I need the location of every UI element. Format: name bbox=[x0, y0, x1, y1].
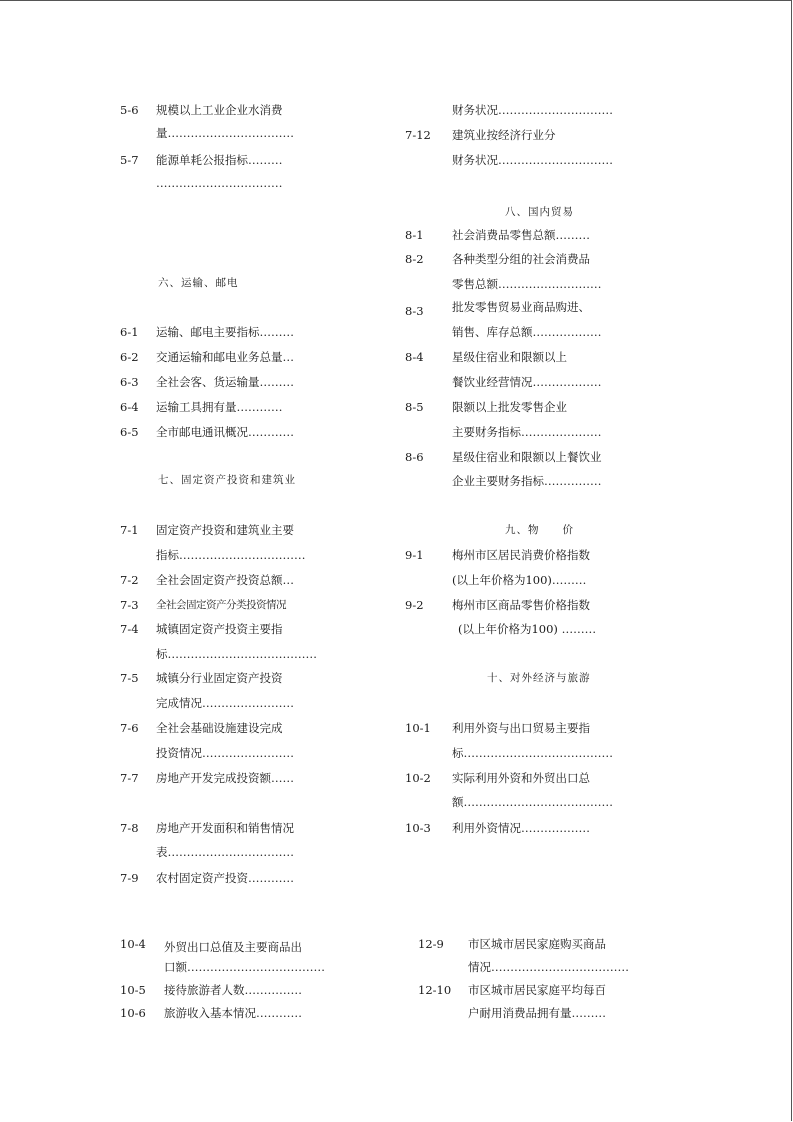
section-heading: 十、对外经济与旅游 bbox=[487, 672, 591, 684]
toc-number: 8-5 bbox=[405, 400, 424, 414]
toc-number: 7-8 bbox=[120, 821, 139, 835]
toc-number: 7-6 bbox=[120, 721, 139, 735]
toc-title[interactable]: 接待旅游者人数…………… bbox=[164, 983, 302, 997]
toc-title[interactable]: 能源单耗公报指标……… bbox=[156, 153, 283, 167]
toc-number: 7-3 bbox=[120, 598, 139, 612]
toc-number: 8-2 bbox=[405, 252, 424, 266]
toc-title[interactable]: 规模以上工业企业水消费 bbox=[156, 103, 283, 117]
toc-title-cont[interactable]: 餐饮业经营情况……………… bbox=[452, 375, 602, 389]
toc-number: 8-6 bbox=[405, 450, 424, 464]
toc-title-cont[interactable]: 主要财务指标………………… bbox=[452, 425, 602, 439]
toc-number: 5-6 bbox=[120, 103, 139, 117]
toc-title[interactable]: 星级住宿业和限额以上 bbox=[452, 350, 567, 364]
toc-title[interactable]: 各种类型分组的社会消费品 bbox=[452, 252, 590, 266]
toc-number: 7-4 bbox=[120, 622, 139, 636]
toc-title[interactable]: 全社会客、货运输量……… bbox=[156, 375, 294, 389]
toc-title[interactable]: 实际利用外资和外贸出口总 bbox=[452, 771, 590, 785]
toc-title[interactable]: 运输、邮电主要指标……… bbox=[156, 325, 294, 339]
toc-title[interactable]: 全社会固定资产分类投资情况 bbox=[156, 599, 286, 611]
toc-number: 9-1 bbox=[405, 548, 424, 562]
toc-title[interactable]: 市区城市居民家庭购买商品 bbox=[468, 937, 606, 951]
toc-number: 6-1 bbox=[120, 325, 139, 339]
toc-title[interactable]: 城镇分行业固定资产投资 bbox=[156, 671, 283, 685]
toc-number: 7-12 bbox=[405, 128, 431, 142]
toc-number: 10-3 bbox=[405, 821, 431, 835]
toc-title[interactable]: 建筑业按经济行业分 bbox=[452, 128, 556, 142]
toc-number: 8-1 bbox=[405, 228, 424, 242]
toc-number: 7-2 bbox=[120, 573, 139, 587]
toc-title[interactable]: 全市邮电通讯概况………… bbox=[156, 425, 294, 439]
toc-title[interactable]: 交通运输和邮电业务总量… bbox=[156, 350, 294, 364]
toc-title[interactable]: 全社会固定资产投资总额… bbox=[156, 573, 294, 587]
toc-title-cont[interactable]: …………………………… bbox=[156, 176, 283, 190]
toc-number: 10-4 bbox=[120, 937, 146, 951]
toc-title[interactable]: 固定资产投资和建筑业主要 bbox=[156, 523, 294, 537]
section-heading: 九、物 价 bbox=[505, 524, 574, 536]
toc-title-cont[interactable]: 标………………………………… bbox=[452, 746, 613, 760]
toc-title-cont[interactable]: 量…………………………… bbox=[156, 126, 294, 140]
toc-title[interactable]: 市区城市居民家庭平均每百 bbox=[468, 983, 606, 997]
toc-number: 6-3 bbox=[120, 375, 139, 389]
toc-title[interactable]: 梅州市区商品零售价格指数 bbox=[452, 598, 590, 612]
toc-title-cont[interactable]: 财务状况………………………… bbox=[452, 153, 613, 167]
toc-title[interactable]: 城镇固定资产投资主要指 bbox=[156, 622, 283, 636]
toc-title-cont[interactable]: 标………………………………… bbox=[156, 647, 317, 661]
toc-title-cont[interactable]: (以上年价格为100) ……… bbox=[458, 622, 597, 636]
section-heading: 七、固定资产投资和建筑业 bbox=[158, 474, 296, 486]
toc-title[interactable]: 房地产开发完成投资额…… bbox=[156, 771, 294, 785]
toc-title-cont[interactable]: 情况……………………………… bbox=[468, 960, 629, 974]
toc-title[interactable]: 运输工具拥有量………… bbox=[156, 400, 283, 414]
toc-title[interactable]: 梅州市区居民消费价格指数 bbox=[452, 548, 590, 562]
toc-number: 7-5 bbox=[120, 671, 139, 685]
toc-number: 12-10 bbox=[418, 983, 452, 997]
toc-number: 6-5 bbox=[120, 425, 139, 439]
toc-number: 10-2 bbox=[405, 771, 431, 785]
section-heading: 六、运输、邮电 bbox=[158, 277, 239, 289]
toc-title-cont[interactable]: (以上年价格为100)……… bbox=[452, 573, 587, 587]
toc-title-cont[interactable]: 企业主要财务指标…………… bbox=[452, 474, 602, 488]
toc-number: 7-9 bbox=[120, 871, 139, 885]
toc-title-cont[interactable]: 指标…………………………… bbox=[156, 548, 306, 562]
toc-title[interactable]: 全社会基础设施建设完成 bbox=[156, 721, 283, 735]
toc-title[interactable]: 外贸出口总值及主要商品出 bbox=[164, 940, 302, 954]
toc-number: 10-1 bbox=[405, 721, 431, 735]
toc-title[interactable]: 社会消费品零售总额……… bbox=[452, 228, 590, 242]
toc-title[interactable]: 星级住宿业和限额以上餐饮业 bbox=[452, 450, 602, 464]
section-heading: 八、国内贸易 bbox=[505, 206, 574, 218]
toc-title[interactable]: 限额以上批发零售企业 bbox=[452, 400, 567, 414]
toc-number: 8-3 bbox=[405, 304, 424, 318]
toc-title-cont[interactable]: 投资情况…………………… bbox=[156, 746, 294, 760]
toc-number: 6-2 bbox=[120, 350, 139, 364]
toc-number: 7-1 bbox=[120, 523, 139, 537]
toc-title-cont[interactable]: 财务状况………………………… bbox=[452, 103, 613, 117]
toc-number: 5-7 bbox=[120, 153, 139, 167]
toc-title[interactable]: 批发零售贸易业商品购进、 bbox=[452, 300, 590, 314]
toc-title-cont[interactable]: 口额……………………………… bbox=[164, 960, 325, 974]
toc-number: 6-4 bbox=[120, 400, 139, 414]
toc-title-cont[interactable]: 户耐用消费品拥有量……… bbox=[468, 1006, 606, 1020]
toc-title-cont[interactable]: 完成情况…………………… bbox=[156, 696, 294, 710]
toc-number: 12-9 bbox=[418, 937, 444, 951]
toc-title[interactable]: 利用外资情况……………… bbox=[452, 821, 590, 835]
toc-title-cont[interactable]: 销售、库存总额……………… bbox=[452, 325, 602, 339]
toc-title[interactable]: 房地产开发面积和销售情况 bbox=[156, 821, 294, 835]
toc-title-cont[interactable]: 零售总额……………………… bbox=[452, 277, 602, 291]
toc-number: 9-2 bbox=[405, 598, 424, 612]
toc-title-cont[interactable]: 额………………………………… bbox=[452, 795, 613, 809]
toc-number: 10-5 bbox=[120, 983, 146, 997]
toc-number: 7-7 bbox=[120, 771, 139, 785]
toc-title[interactable]: 利用外资与出口贸易主要指 bbox=[452, 721, 590, 735]
toc-title-cont[interactable]: 表…………………………… bbox=[156, 845, 294, 859]
toc-number: 8-4 bbox=[405, 350, 424, 364]
toc-title[interactable]: 农村固定资产投资………… bbox=[156, 871, 294, 885]
toc-number: 10-6 bbox=[120, 1006, 146, 1020]
toc-title[interactable]: 旅游收入基本情况………… bbox=[164, 1006, 302, 1020]
